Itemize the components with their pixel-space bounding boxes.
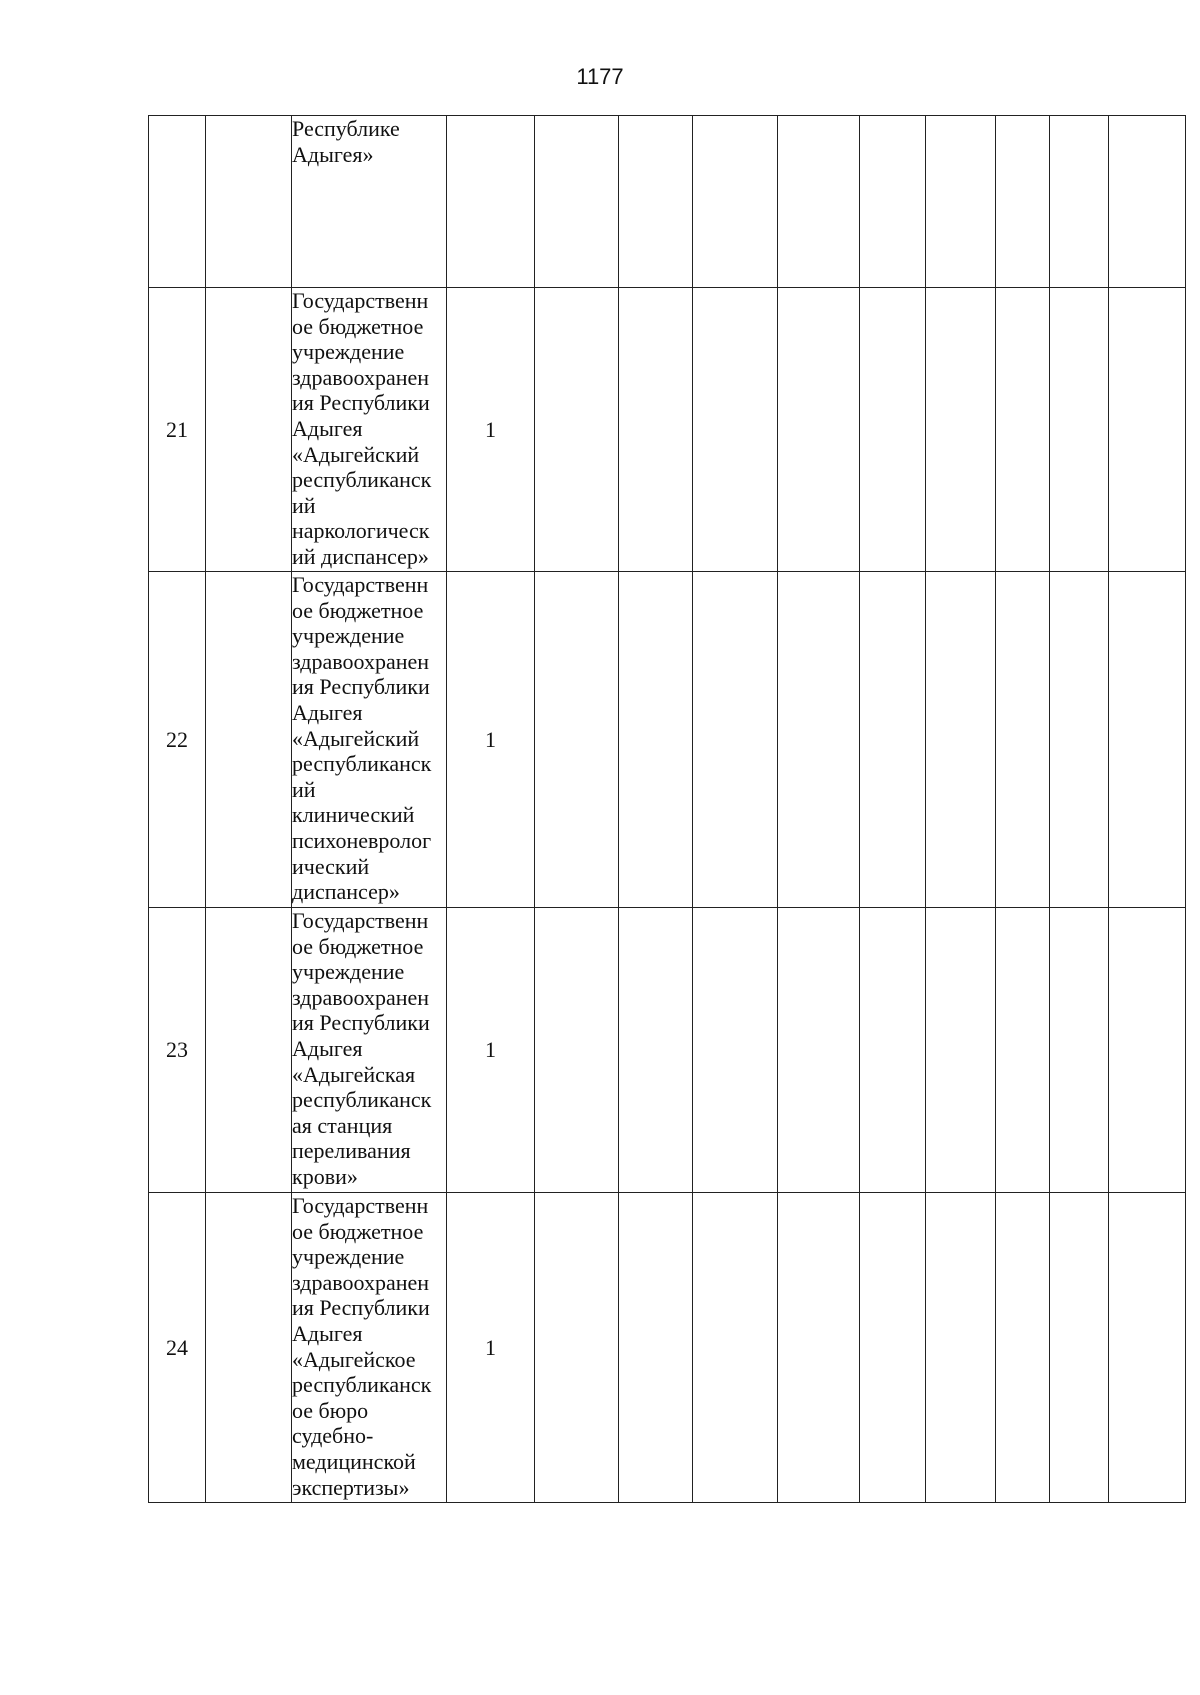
empty-cell (619, 908, 693, 1193)
empty-cell (693, 288, 778, 572)
name-line: учреждение (292, 623, 405, 649)
name-line: Республике (292, 116, 400, 141)
empty-cell (996, 572, 1050, 908)
empty-cell (926, 288, 996, 572)
name-line: ия Республики (292, 1010, 430, 1036)
quantity-cell: 1 (447, 908, 535, 1193)
name-line: учреждение (292, 339, 405, 365)
empty-cell (1050, 1193, 1109, 1503)
name-line: ий диспансер» (292, 543, 429, 569)
empty-cell (860, 908, 926, 1193)
empty-cell (926, 572, 996, 908)
name-line: медицинской (292, 1448, 416, 1474)
table-row (149, 1193, 1186, 1503)
empty-cell (619, 1193, 693, 1503)
empty-cell (1109, 908, 1186, 1193)
name-line: диспансер» (292, 879, 400, 905)
name-line: ия Республики (292, 390, 430, 416)
name-line: «Адыгейское (292, 1346, 416, 1372)
institution-name-cell (292, 908, 447, 1193)
name-line: «Адыгейская (292, 1061, 416, 1087)
name-line: здравоохранен (292, 1269, 430, 1295)
name-line: ий (292, 492, 316, 518)
quantity-cell (447, 116, 535, 288)
institution-name-cell (292, 1193, 447, 1503)
empty-cell (778, 572, 860, 908)
row-number-cell: 22 (149, 572, 206, 908)
empty-cell (996, 288, 1050, 572)
data-table (148, 115, 1186, 1503)
empty-cell (1109, 572, 1186, 908)
empty-cell (1050, 116, 1109, 288)
table-row (149, 572, 1186, 908)
name-line: Адыгея (292, 1035, 363, 1061)
name-line: судебно- (292, 1423, 374, 1449)
empty-cell (926, 1193, 996, 1503)
quantity-cell: 1 (447, 288, 535, 572)
name-line: Государственн (292, 288, 429, 313)
name-line: ое бюро (292, 1397, 369, 1423)
quantity-cell: 1 (447, 1193, 535, 1503)
name-line: Государственн (292, 908, 429, 933)
name-line: экспертизы» (292, 1474, 410, 1500)
empty-cell (860, 288, 926, 572)
empty-cell (1109, 288, 1186, 572)
empty-cell (996, 908, 1050, 1193)
name-line: крови» (292, 1163, 358, 1189)
empty-cell (1050, 572, 1109, 908)
empty-cell (619, 116, 693, 288)
empty-cell (535, 908, 619, 1193)
empty-cell (535, 1193, 619, 1503)
name-line: «Адыгейский (292, 441, 420, 467)
name-line: ое бюджетное (292, 597, 424, 623)
empty-cell (206, 908, 292, 1193)
empty-cell (693, 908, 778, 1193)
name-line: здравоохранен (292, 984, 430, 1010)
empty-cell (1050, 288, 1109, 572)
table-row (149, 908, 1186, 1193)
empty-cell (206, 116, 292, 288)
empty-cell (693, 572, 778, 908)
institution-name-cell (292, 288, 447, 572)
page-number: 1177 (576, 64, 624, 89)
row-number-cell: 23 (149, 908, 206, 1193)
name-line: республиканск (292, 1372, 432, 1398)
empty-cell (1109, 116, 1186, 288)
empty-cell (535, 116, 619, 288)
empty-cell (206, 288, 292, 572)
empty-cell (996, 116, 1050, 288)
name-line: Адыгея (292, 699, 363, 725)
name-line: республиканск (292, 467, 432, 493)
name-line: ия Республики (292, 674, 430, 700)
table-row (149, 288, 1186, 572)
name-line: ический (292, 853, 370, 879)
empty-cell (619, 572, 693, 908)
name-line: ое бюджетное (292, 933, 424, 959)
empty-cell (778, 288, 860, 572)
empty-cell (619, 288, 693, 572)
table-body (149, 116, 1186, 1503)
quantity-cell: 1 (447, 572, 535, 908)
row-number-cell: 24 (149, 1193, 206, 1503)
name-line: здравоохранен (292, 364, 430, 390)
name-line: «Адыгейский (292, 725, 420, 751)
empty-cell (778, 1193, 860, 1503)
empty-cell (926, 116, 996, 288)
empty-cell (860, 572, 926, 908)
name-line: Адыгея» (292, 141, 374, 167)
name-line: Государственн (292, 572, 429, 597)
name-line: ая станция (292, 1112, 393, 1138)
name-line: клинический (292, 802, 415, 828)
empty-cell (535, 288, 619, 572)
name-line: Государственн (292, 1193, 429, 1218)
name-line: ое бюджетное (292, 313, 424, 339)
name-line: ия Республики (292, 1295, 430, 1321)
name-line: переливания (292, 1138, 411, 1164)
empty-cell (206, 1193, 292, 1503)
empty-cell (535, 572, 619, 908)
empty-cell (693, 1193, 778, 1503)
empty-cell (778, 908, 860, 1193)
empty-cell (860, 1193, 926, 1503)
empty-cell (996, 1193, 1050, 1503)
name-line: республиканск (292, 751, 432, 777)
name-line: учреждение (292, 1244, 405, 1270)
row-number-cell (149, 116, 206, 288)
name-line: здравоохранен (292, 648, 430, 674)
row-number-cell: 21 (149, 288, 206, 572)
empty-cell (860, 116, 926, 288)
institution-name-cell (292, 572, 447, 908)
name-line: Адыгея (292, 1320, 363, 1346)
institution-name-cell (292, 116, 447, 288)
name-line: учреждение (292, 959, 405, 985)
empty-cell (1109, 1193, 1186, 1503)
empty-cell (778, 116, 860, 288)
name-line: наркологическ (292, 518, 430, 544)
empty-cell (926, 908, 996, 1193)
table-row (149, 116, 1186, 288)
empty-cell (693, 116, 778, 288)
name-line: ое бюджетное (292, 1218, 424, 1244)
name-line: психоневролог (292, 827, 432, 853)
name-line: Адыгея (292, 415, 363, 441)
name-line: ий (292, 776, 316, 802)
name-line: республиканск (292, 1087, 432, 1113)
empty-cell (1050, 908, 1109, 1193)
empty-cell (206, 572, 292, 908)
